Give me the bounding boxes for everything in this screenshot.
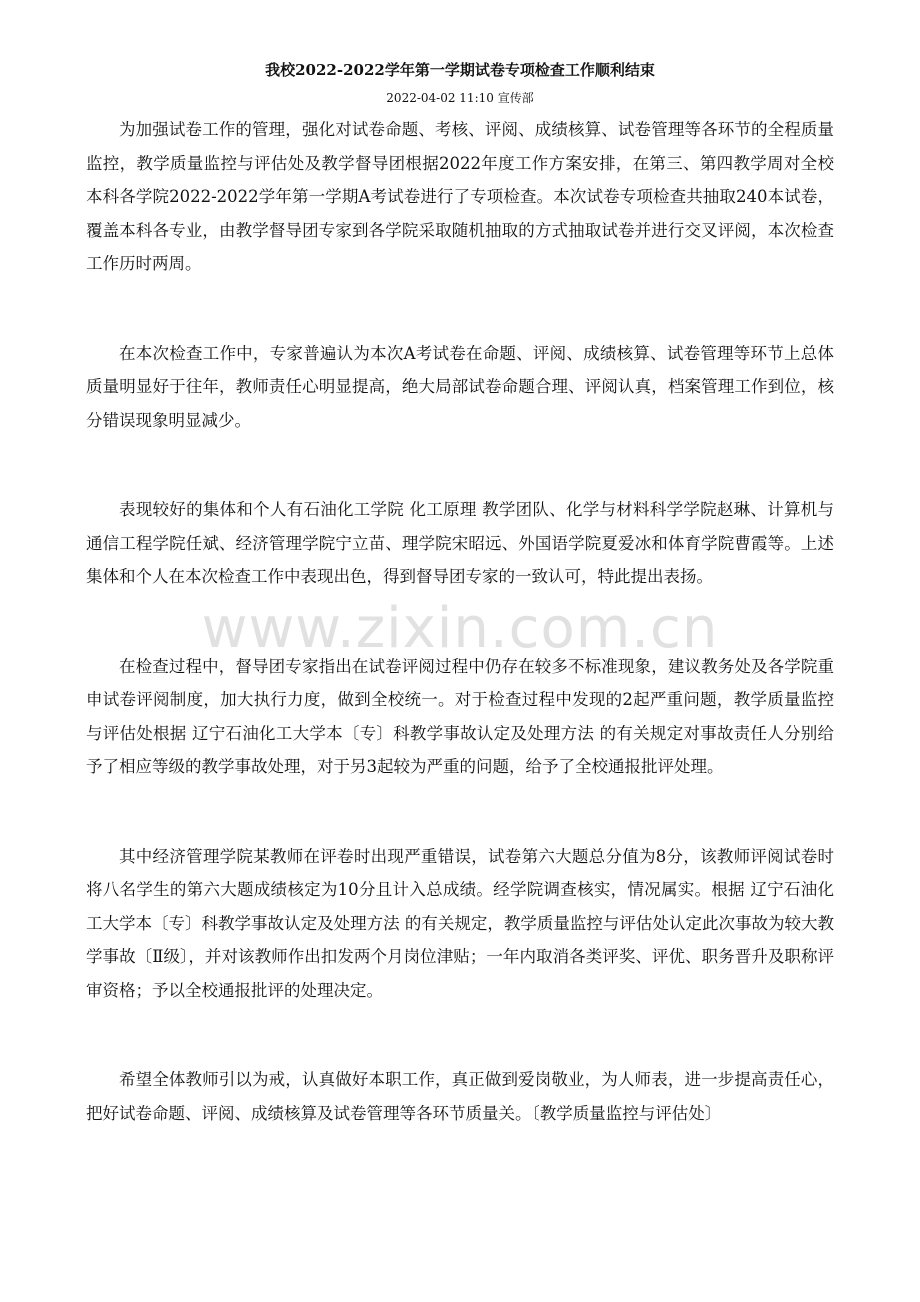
- article-body: [86, 113, 834, 1130]
- paragraph-4: 在检查过程中，督导团专家指出在试卷评阅过程中仍存在较多不标准现象，建议教务处及各学院重申试卷评阅制度，加大执行力度，做到全校统一。对于检查过程中发现的2起严重问题，教学质量监控与评估处根据 辽宁石油化工大学本〔专〕科教学事故认定及处理方法 的有关规定对事故责任人分别给予了相应等级的教学事故处理，对于另3起较为严重的问题，给予了全校通报批评处理。: [86, 656, 834, 776]
- paragraph-6: 希望全体教师引以为戒，认真做好本职工作，真正做到爱岗敬业，为人师表，进一步提高责任心，把好试卷命题、评阅、成绩核算及试卷管理等各环节质量关。〔教学质量监控与评估处〕: [86, 1070, 834, 1123]
- article-title: 我校2022-2022学年第一学期试卷专项检查工作顺利结束: [265, 61, 655, 79]
- article-meta: 2022-04-02 11:10 宣传部: [386, 91, 534, 105]
- paragraph-1: 为加强试卷工作的管理，强化对试卷命题、考核、评阅、成绩核算、试卷管理等各环节的全程质量监控，教学质量监控与评估处及教学督导团根据2022年度工作方案安排，在第三、第四教学周对全校本科各学院2022-2022学年第一学期A考试卷进行了专项检查。本次试卷专项检查共抽取240本试卷，覆盖本科各专业，由教学督导团专家到各学院采取随机抽取的方式抽取试卷并进行交叉评阅，本次检查工作历时两周。: [86, 120, 834, 273]
- paragraph-3: 表现较好的集体和个人有石油化工学院 化工原理 教学团队、化学与材料科学学院赵琳、计算机与通信工程学院任斌、经济管理学院宁立苗、理学院宋昭远、外国语学院夏爱冰和体育学院曹霞等。上述集体和个人在本次检查工作中表现出色，得到督导团专家的一致认可，特此提出表扬。: [86, 500, 834, 586]
- paragraph-2: 在本次检查工作中，专家普遍认为本次A考试卷在命题、评阅、成绩核算、试卷管理等环节上总体质量明显好于往年，教师责任心明显提高，绝大局部试卷命题合理、评阅认真，档案管理工作到位，核分错误现象明显减少。: [86, 343, 834, 430]
- paragraph-5: 其中经济管理学院某教师在评卷时出现严重错误，试卷第六大题总分值为8分，该教师评阅试卷时将八名学生的第六大题成绩核定为10分且计入总成绩。经学院调查核实，情况属实。根据 辽宁石油化工大学本〔专〕科教学事故认定及处理方法 的有关规定，教学质量监控与评估处认定此次事故为较大教学事故〔Ⅱ级〕，并对该教师作出扣发两个月岗位津贴；一年内取消各类评奖、评优、职务晋升及职称评审资格；予以全校通报批评的处理决定。: [86, 846, 834, 1000]
- site-watermark: www.zixin.com.cn: [201, 596, 719, 661]
